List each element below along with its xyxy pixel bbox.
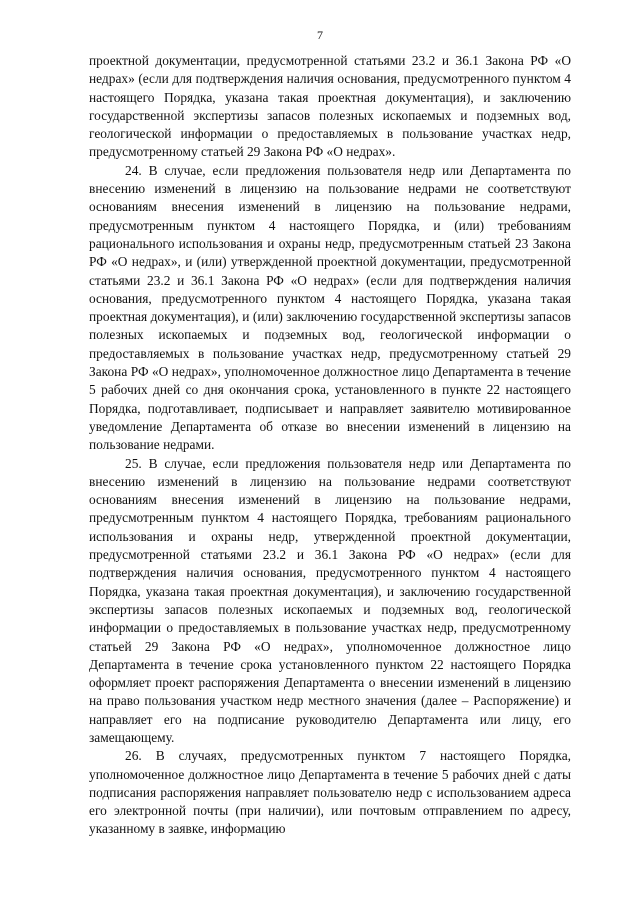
document-body [89,52,571,839]
paragraph-25: 25. В случае, если предложения пользователя недр или Департамента по внесению изменений в лицензию на пользование недрами соответствуют основаниям внесения изменений в лицензию на пользование недрами, предусмотренным пунктом 4 настоящего Порядка, требованиям рационального использования и охраны недр, утвержденной проектной документации, предусмотренной статьями 23.2 и 36.1 Закона РФ «О недрах» (если для подтверждения наличия основания, предусмотренного пунктом 4 настоящего Порядка, указана такая проектная документация), и заключению государственной экспертизы запасов полезных ископаемых и подземных вод, геологической информации о предоставляемых в пользование участках недр, предусмотренному статьей 29 Закона РФ «О недрах», уполномоченное должностное лицо Департамента в течение срока установленного пунктом 22 настоящего Порядка оформляет проект распоряжения Департамента о внесении изменений в лицензию на право пользования участком недр местного значения (далее – Распоряжение) и направляет его на подписание руководителю Департамента или лицу, его замещающему. [89,455,571,745]
paragraph-26: 26. В случаях, предусмотренных пунктом 7 настоящего Порядка, уполномоченное должностное лицо Департамента в течение 5 рабочих дней с даты подписания распоряжения направляет пользователю недр с использованием адреса его электронной почты (при наличии), или почтовым отправлением по адресу, указанному в заявке, информацию [89,748,571,837]
paragraph-continuation: проектной документации, предусмотренной статьями 23.2 и 36.1 Закона РФ «О недрах» (если для подтверждения наличия основания, предусмотренного пунктом 4 настоящего Порядка, указана такая проектная документация), и заключению государственной экспертизы запасов полезных ископаемых и подземных вод, геологической информации о предоставляемых в пользование участках недр, предусмотренному статьей 29 Закона РФ «О недрах». [89,53,571,160]
page-number: 7 [317,28,323,42]
paragraph-24: 24. В случае, если предложения пользователя недр или Департамента по внесению изменений в лицензию на пользование недрами не соответствуют основаниям внесения изменений в лицензию на пользование недрами, предусмотренным пунктом 4 настоящего Порядка, и (или) требованиям рационального использования и охраны недр, предусмотренным статьей 23 Закона РФ «О недрах», и (или) утвержденной проектной документации, предусмотренной статьями 23.2 и 36.1 Закона РФ «О недрах» (если для подтверждения наличия основания, предусмотренного пунктом 4 настоящего Порядка, указана такая проектная документация), и (или) заключению государственной экспертизы запасов полезных ископаемых и подземных вод, геологической информации о предоставляемых в пользование участках недр, предусмотренному статьей 29 Закона РФ «О недрах», уполномоченное должностное лицо Департамента в течение 5 рабочих дней со дня окончания срока, установленного в пункте 22 настоящего Порядка, подготавливает, подписывает и направляет заявителю мотивированное уведомление Департамента об отказе во внесении изменений в лицензию на пользование недрами. [89,162,571,453]
